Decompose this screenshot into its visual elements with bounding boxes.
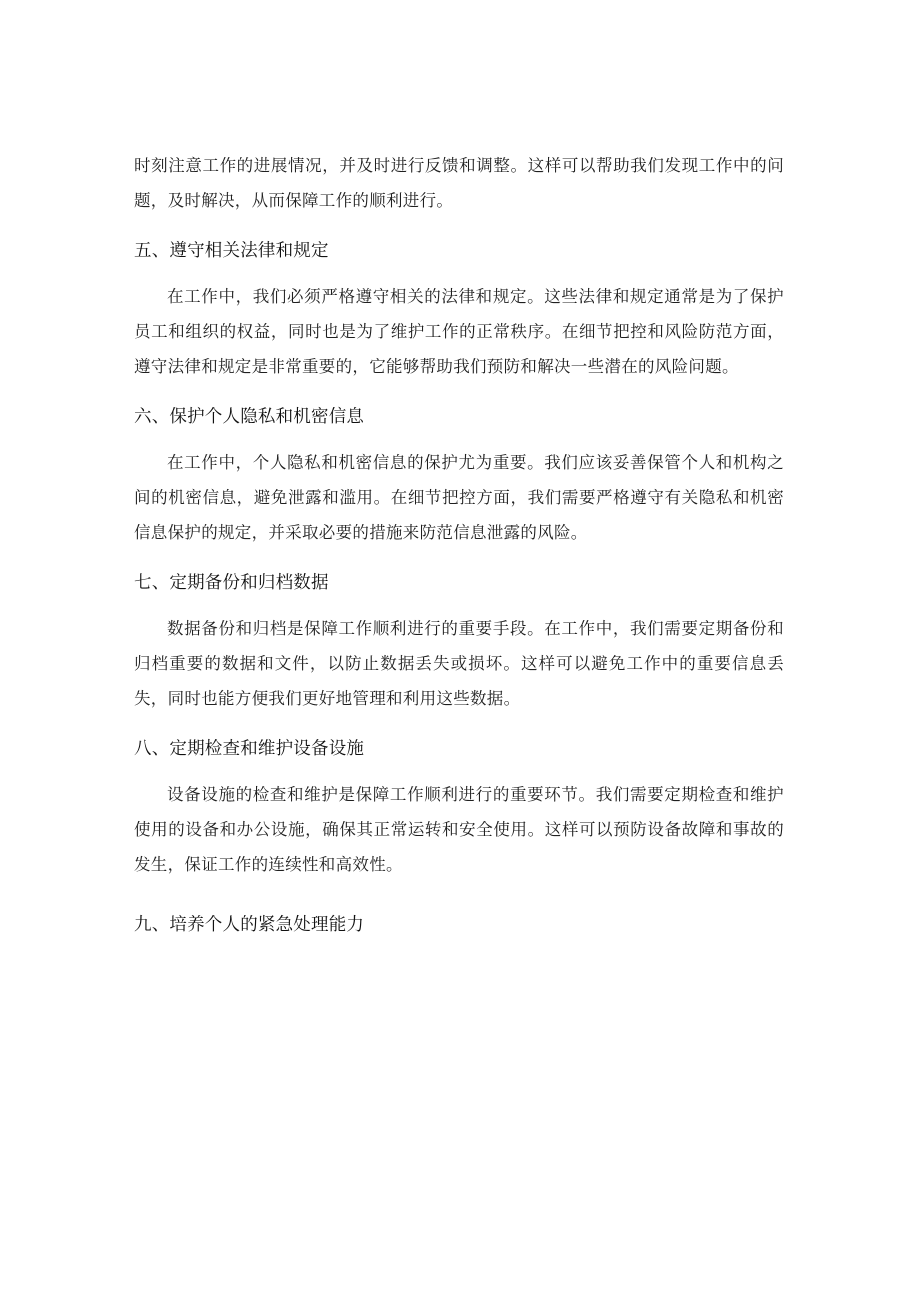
document-body xyxy=(134,148,784,939)
section-paragraph-5: 在工作中，我们必须严格遵守相关的法律和规定。这些法律和规定通常是为了保护员工和组织的权益，同时也是为了维护工作的正常秩序。在细节把控和风险防范方面，遵守法律和规定是非常重要的，它能够帮助我们预防和解决一些潜在的风险问题。 xyxy=(134,287,784,376)
section-heading-8: 八、定期检查和维护设备设施 xyxy=(134,739,365,759)
section-heading-6: 六、保护个人隐私和机密信息 xyxy=(134,407,365,427)
section-paragraph-8: 设备设施的检查和维护是保障工作顺利进行的重要环节。我们需要定期检查和维护使用的设备和办公设施，确保其正常运转和安全使用。这样可以预防设备故障和事故的发生，保证工作的连续性和高效性。 xyxy=(134,785,784,874)
intro-paragraph: 时刻注意工作的进展情况，并及时进行反馈和调整。这样可以帮助我们发现工作中的问题，及时解决，从而保障工作的顺利进行。 xyxy=(134,156,784,210)
section-heading-7: 七、定期备份和归档数据 xyxy=(134,573,329,593)
section-heading-9: 九、培养个人的紧急处理能力 xyxy=(134,915,365,935)
section-heading-5: 五、遵守相关法律和规定 xyxy=(134,241,329,261)
section-paragraph-6: 在工作中，个人隐私和机密信息的保护尤为重要。我们应该妥善保管个人和机构之间的机密信息，避免泄露和滥用。在细节把控方面，我们需要严格遵守有关隐私和机密信息保护的规定，并采取必要的措施来防范信息泄露的风险。 xyxy=(134,453,784,542)
section-paragraph-7: 数据备份和归档是保障工作顺利进行的重要手段。在工作中，我们需要定期备份和归档重要的数据和文件，以防止数据丢失或损坏。这样可以避免工作中的重要信息丢失，同时也能方便我们更好地管理和利用这些数据。 xyxy=(134,619,784,708)
